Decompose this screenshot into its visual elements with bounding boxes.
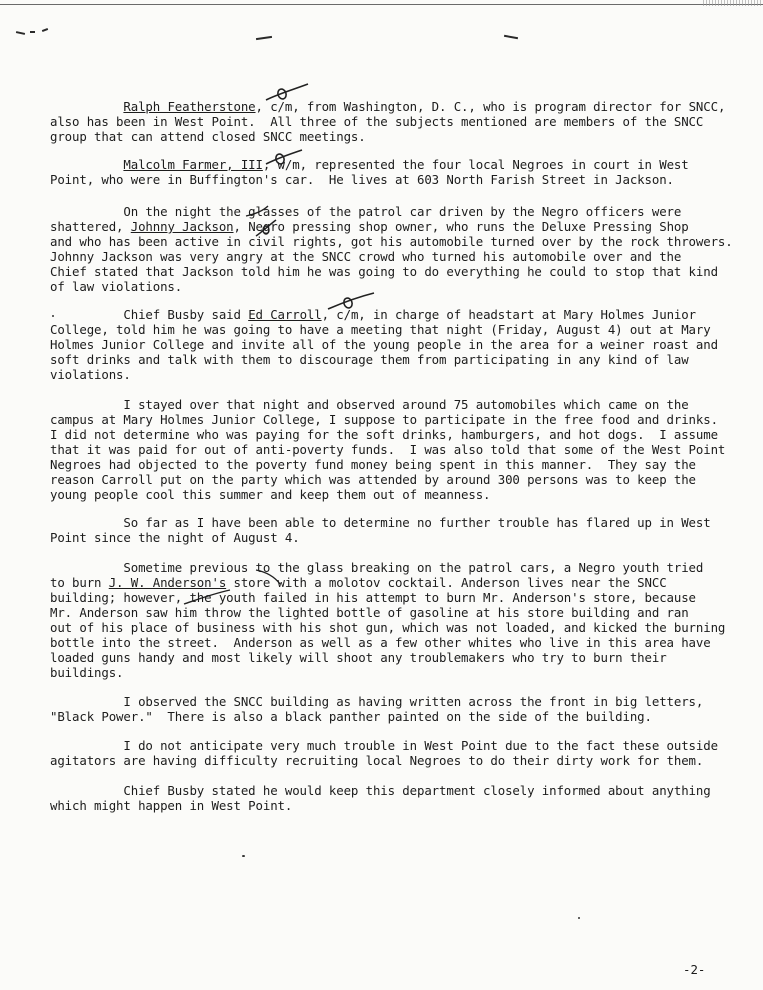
underlined-name: Ed Carroll: [248, 307, 322, 322]
text-line: [50, 129, 748, 144]
text-line: [50, 457, 748, 472]
underlined-name: Ralph Featherstone: [123, 99, 256, 114]
text-line: [50, 307, 748, 322]
text-run: reason Carroll put on the party which was attended by around 300 persons was to keep the: [50, 472, 696, 487]
text-line: [50, 635, 748, 650]
text-run: violations.: [50, 367, 131, 382]
underlined-name: J. W. Anderson's: [108, 575, 227, 590]
text-run: Sometime previous to the glass breaking on the patrol cars, a Negro youth tried: [50, 560, 704, 575]
paragraph-automobiles: [50, 397, 748, 502]
text-run: campus at Mary Holmes Junior College, I suppose to participate in the free food and drinks.: [50, 412, 718, 427]
scan-mark: [42, 28, 48, 32]
text-line: [50, 427, 748, 442]
text-line: [50, 442, 748, 457]
paragraph-no-trouble: [50, 515, 748, 545]
text-line: [50, 605, 748, 620]
text-run: that it was paid for out of anti-poverty funds. I was also told that some of the West Point: [50, 442, 726, 457]
text-line: [50, 234, 748, 249]
text-run: to burn: [50, 575, 109, 590]
page-top-edge: [0, 4, 763, 5]
text-run: College, told him he was going to have a meeting that night (Friday, August 4) out at Mary: [50, 322, 711, 337]
text-line: [50, 650, 748, 665]
paragraph-farmer: [50, 157, 748, 187]
text-line: [50, 412, 748, 427]
text-run: , w/m, represented the four local Negroes in court in West: [262, 157, 689, 172]
text-run: also has been in West Point. All three of the subjects mentioned are members of the SNCC: [50, 114, 704, 129]
text-run: agitators are having difficulty recruiting local Negroes to do their dirty work for them.: [50, 753, 704, 768]
text-line: [50, 99, 748, 114]
underlined-name: Malcolm Farmer, III: [123, 157, 263, 172]
text-run: soft drinks and talk with them to discourage them from participating in any kind of law: [50, 352, 689, 367]
text-line: [50, 397, 748, 412]
text-run: [50, 157, 123, 172]
text-run: Holmes Junior College and invite all of the young people in the area for a weiner roast and: [50, 337, 718, 352]
text-line: [50, 694, 748, 709]
text-line: [50, 219, 748, 234]
text-line: [50, 279, 748, 294]
text-line: [50, 798, 748, 813]
text-run: buildings.: [50, 665, 124, 680]
text-run: , c/m, from Washington, D. C., who is program director for SNCC,: [255, 99, 726, 114]
text-run: of law violations.: [50, 279, 183, 294]
text-run: Point since the night of August 4.: [50, 530, 300, 545]
paragraph-outside-agitators: [50, 738, 748, 768]
text-line: [50, 487, 748, 502]
text-run: I stayed over that night and observed around 75 automobiles which came on the: [50, 397, 689, 412]
text-run: , c/m, in charge of headstart at Mary Holmes Junior: [321, 307, 696, 322]
text-line: [50, 322, 748, 337]
text-run: building; however, the youth failed in his attempt to burn Mr. Anderson's store, because: [50, 590, 696, 605]
text-run: [50, 99, 123, 114]
text-run: On the night the glasses of the patrol car driven by the Negro officers were: [50, 204, 682, 219]
text-line: [50, 172, 748, 187]
paragraph-anderson: [50, 560, 748, 680]
text-line: [50, 264, 748, 279]
text-run: Chief stated that Jackson told him he was going to do everything he could to stop that kind: [50, 264, 718, 279]
text-run: Johnny Jackson was very angry at the SNCC crowd who turned his automobile over and the: [50, 249, 682, 264]
text-run: shattered,: [50, 219, 131, 234]
paragraph-sncc-building: [50, 694, 748, 724]
text-line: [50, 367, 748, 382]
text-line: [50, 665, 748, 680]
text-run: bottle into the street. Anderson as well as a few other whites who live in this area have: [50, 635, 711, 650]
page-number: -2-: [683, 962, 706, 977]
paragraph-featherstone: [50, 99, 748, 144]
text-line: [50, 590, 748, 605]
scan-speck: [242, 855, 245, 857]
text-run: group that can attend closed SNCC meetings.: [50, 129, 366, 144]
text-run: Negroes had objected to the poverty fund money being spent in this manner. They say the: [50, 457, 696, 472]
text-run: I observed the SNCC building as having written across the front in big letters,: [50, 694, 704, 709]
text-run: out of his place of business with his shot gun, which was not loaded, and kicked the burning: [50, 620, 726, 635]
text-run: and who has been active in civil rights, got his automobile turned over by the rock throwers.: [50, 234, 733, 249]
text-line: [50, 530, 748, 545]
text-line: [50, 753, 748, 768]
text-line: [50, 620, 748, 635]
text-line: [50, 114, 748, 129]
text-run: "Black Power." There is also a black panther painted on the side of the building.: [50, 709, 652, 724]
text-line: [50, 204, 748, 219]
text-line: [50, 560, 748, 575]
text-line: [50, 515, 748, 530]
paragraph-carroll: [50, 307, 748, 382]
text-run: Mr. Anderson saw him throw the lighted bottle of gasoline at his store building and ran: [50, 605, 689, 620]
scan-mark: [16, 31, 25, 35]
text-run: Point, who were in Buffington's car. He lives at 603 North Farish Street in Jackson.: [50, 172, 674, 187]
text-line: [50, 337, 748, 352]
scan-mark: [256, 36, 272, 40]
text-run: Chief Busby said: [50, 307, 249, 322]
scan-mark: [30, 31, 35, 33]
text-run: I do not anticipate very much trouble in West Point due to the fact these outside: [50, 738, 718, 753]
text-run: I did not determine who was paying for the soft drinks, hamburgers, and hot dogs. I assume: [50, 427, 718, 442]
scan-edge-noise: [703, 0, 763, 6]
text-line: [50, 472, 748, 487]
text-run: loaded guns handy and most likely will shoot any troublemakers who try to burn their: [50, 650, 667, 665]
text-line: [50, 709, 748, 724]
underlined-name: Johnny Jackson: [130, 219, 234, 234]
paragraph-patrol-car: [50, 204, 748, 294]
text-run: which might happen in West Point.: [50, 798, 293, 813]
scan-speck: [578, 917, 580, 919]
text-line: [50, 249, 748, 264]
text-run: store with a molotov cocktail. Anderson lives near the SNCC: [226, 575, 667, 590]
text-line: [50, 352, 748, 367]
scan-mark: [504, 35, 518, 39]
text-line: [50, 738, 748, 753]
text-run: , Negro pressing shop owner, who runs the Deluxe Pressing Shop: [233, 219, 689, 234]
text-line: [50, 157, 748, 172]
text-line: [50, 575, 748, 590]
text-run: young people cool this summer and keep them out of meanness.: [50, 487, 491, 502]
paragraph-chief-busby: [50, 783, 748, 813]
text-run: Chief Busby stated he would keep this department closely informed about anything: [50, 783, 711, 798]
text-line: [50, 783, 748, 798]
text-run: So far as I have been able to determine no further trouble has flared up in West: [50, 515, 711, 530]
